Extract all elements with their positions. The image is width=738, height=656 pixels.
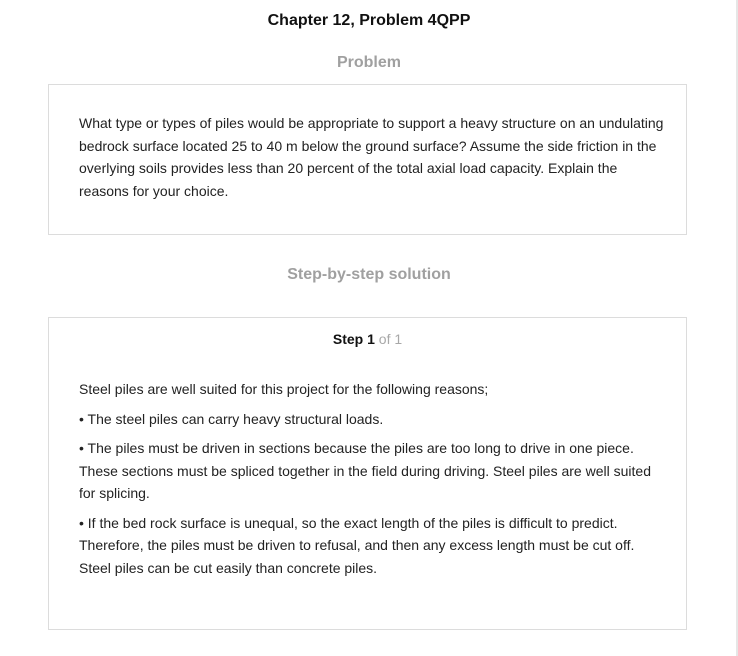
problem-text: What type or types of piles would be appropriate to support a heavy structure on an undulating bedrock surface located 25 to 40 m below the ground surface? Assume the side friction in the overlying soils provides less than 20 percent of the total axial load capacity. Explain the reasons for your choice.	[79, 115, 664, 199]
solution-bullet: • The piles must be driven in sections because the piles are too long to drive in one piece. These sections must be spliced together in the field during driving. Steel piles are well suited for splicing.	[79, 440, 651, 501]
solution-bullet: • The steel piles can carry heavy structural loads.	[79, 410, 384, 427]
solution-bullet: • If the bed rock surface is unequal, so the exact length of the piles is difficult to predict. Therefore, the piles must be driven to refusal, and then any excess length must be cut off. Steel piles can be cut easily than concrete piles.	[79, 514, 635, 576]
solution-paragraph: Steel piles are well suited for this project for the following reasons;	[79, 381, 489, 397]
step-total: of 1	[378, 331, 403, 347]
step-number: 1	[367, 331, 375, 347]
solution-heading: Step-by-step solution	[287, 266, 451, 283]
problem-heading: Problem	[336, 54, 401, 71]
step-word: Step	[332, 331, 364, 347]
step-indicator	[49, 331, 686, 347]
step-body	[79, 378, 664, 586]
page-title: Chapter 12, Problem 4QPP	[267, 12, 471, 29]
problem-box	[48, 84, 687, 235]
solution-box	[48, 317, 687, 630]
